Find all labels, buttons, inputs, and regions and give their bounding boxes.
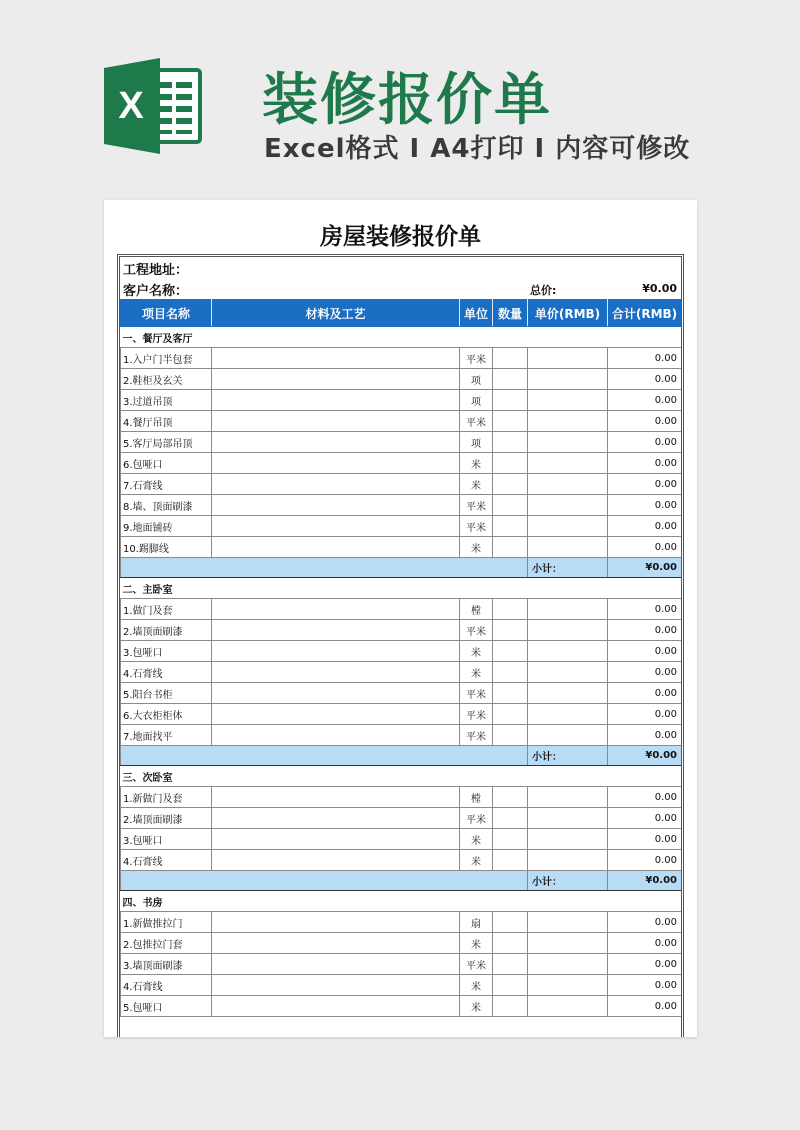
unit-price-cell[interactable] <box>528 683 608 704</box>
table-body <box>121 327 682 1017</box>
quantity-cell[interactable] <box>493 641 528 662</box>
unit-cell[interactable]: 项 <box>460 432 493 453</box>
subtotal-label: 小计： <box>528 746 608 766</box>
total-cell: 0.00 <box>608 516 682 537</box>
total-cell: 0.00 <box>608 495 682 516</box>
material-cell[interactable] <box>212 933 460 954</box>
table-row <box>121 829 682 850</box>
material-cell[interactable] <box>212 432 460 453</box>
subtotal-value: ¥0.00 <box>608 558 682 578</box>
material-cell[interactable] <box>212 495 460 516</box>
quantity-cell[interactable] <box>493 369 528 390</box>
material-cell[interactable] <box>212 599 460 620</box>
total-cell: 0.00 <box>608 787 682 808</box>
material-cell[interactable] <box>212 348 460 369</box>
address-row <box>120 257 681 278</box>
unit-price-cell[interactable] <box>528 704 608 725</box>
total-cell: 0.00 <box>608 390 682 411</box>
total-cell: 0.00 <box>608 369 682 390</box>
material-cell[interactable] <box>212 620 460 641</box>
col-header-material: 材料及工艺 <box>212 300 460 327</box>
material-cell[interactable] <box>212 683 460 704</box>
unit-cell[interactable]: 米 <box>460 975 493 996</box>
total-price-value: ¥0.00 <box>642 282 677 295</box>
table-row <box>121 996 682 1017</box>
item-name-cell[interactable]: 3.过道吊顶 <box>121 390 212 411</box>
item-name-cell[interactable]: 1.做门及套 <box>121 599 212 620</box>
col-header-quantity: 数量 <box>493 300 528 327</box>
table-row <box>121 725 682 746</box>
material-cell[interactable] <box>212 662 460 683</box>
subtotal-label: 小计： <box>528 871 608 891</box>
quantity-cell[interactable] <box>493 662 528 683</box>
quote-sheet <box>117 254 684 1037</box>
table-row <box>121 933 682 954</box>
unit-cell[interactable]: 米 <box>460 933 493 954</box>
table-row <box>121 662 682 683</box>
section-title: 二、主卧室 <box>121 578 682 599</box>
unit-price-cell[interactable] <box>528 453 608 474</box>
unit-price-cell[interactable] <box>528 912 608 933</box>
quantity-cell[interactable] <box>493 453 528 474</box>
total-cell: 0.00 <box>608 808 682 829</box>
table-header-row <box>121 300 682 327</box>
item-name-cell[interactable]: 4.石膏线 <box>121 850 212 871</box>
quantity-cell[interactable] <box>493 704 528 725</box>
unit-cell[interactable]: 平米 <box>460 348 493 369</box>
material-cell[interactable] <box>212 474 460 495</box>
item-name-cell[interactable]: 2.鞋柜及玄关 <box>121 369 212 390</box>
item-name-cell[interactable]: 1.新做门及套 <box>121 787 212 808</box>
unit-cell[interactable]: 米 <box>460 662 493 683</box>
unit-cell[interactable]: 樘 <box>460 787 493 808</box>
table-row <box>121 641 682 662</box>
unit-cell[interactable]: 平米 <box>460 495 493 516</box>
section-row <box>121 578 682 599</box>
unit-price-cell[interactable] <box>528 829 608 850</box>
item-name-cell[interactable]: 4.石膏线 <box>121 975 212 996</box>
quantity-cell[interactable] <box>493 432 528 453</box>
total-cell: 0.00 <box>608 599 682 620</box>
material-cell[interactable] <box>212 411 460 432</box>
unit-cell[interactable]: 平米 <box>460 516 493 537</box>
material-cell[interactable] <box>212 725 460 746</box>
col-header-unit: 单位 <box>460 300 493 327</box>
table-row <box>121 390 682 411</box>
total-cell: 0.00 <box>608 474 682 495</box>
unit-price-cell[interactable] <box>528 474 608 495</box>
quantity-cell[interactable] <box>493 912 528 933</box>
item-name-cell[interactable]: 8.墙、顶面刷漆 <box>121 495 212 516</box>
material-cell[interactable] <box>212 369 460 390</box>
item-name-cell[interactable]: 10.踢脚线 <box>121 537 212 558</box>
material-cell[interactable] <box>212 641 460 662</box>
unit-price-cell[interactable] <box>528 495 608 516</box>
quantity-cell[interactable] <box>493 954 528 975</box>
address-label: 工程地址： <box>123 263 189 278</box>
table-row <box>121 411 682 432</box>
table-row <box>121 474 682 495</box>
item-name-cell[interactable]: 7.地面找平 <box>121 725 212 746</box>
unit-price-cell[interactable] <box>528 537 608 558</box>
subtotal-spacer <box>121 746 528 766</box>
unit-price-cell[interactable] <box>528 411 608 432</box>
subtotal-row <box>121 558 682 578</box>
total-cell: 0.00 <box>608 704 682 725</box>
quantity-cell[interactable] <box>493 537 528 558</box>
table-row <box>121 683 682 704</box>
item-name-cell[interactable]: 4.餐厅吊顶 <box>121 411 212 432</box>
subtotal-spacer <box>121 871 528 891</box>
total-cell: 0.00 <box>608 432 682 453</box>
total-cell: 0.00 <box>608 975 682 996</box>
col-header-unit-price: 单价(RMB) <box>528 300 608 327</box>
excel-logo-letter: X <box>118 85 144 127</box>
item-name-cell[interactable]: 3.包哑口 <box>121 829 212 850</box>
subtotal-row <box>121 746 682 766</box>
material-cell[interactable] <box>212 975 460 996</box>
client-label: 客户名称： <box>123 284 189 299</box>
unit-cell[interactable]: 樘 <box>460 599 493 620</box>
unit-price-cell[interactable] <box>528 996 608 1017</box>
document-title: 房屋装修报价单 <box>320 224 481 250</box>
unit-price-cell[interactable] <box>528 787 608 808</box>
item-name-cell[interactable]: 4.石膏线 <box>121 662 212 683</box>
table-row <box>121 954 682 975</box>
material-cell[interactable] <box>212 537 460 558</box>
unit-price-cell[interactable] <box>528 954 608 975</box>
unit-price-cell[interactable] <box>528 369 608 390</box>
unit-cell[interactable]: 米 <box>460 996 493 1017</box>
unit-cell[interactable]: 米 <box>460 537 493 558</box>
item-name-cell[interactable]: 9.地面铺砖 <box>121 516 212 537</box>
unit-cell[interactable]: 平米 <box>460 704 493 725</box>
unit-price-cell[interactable] <box>528 641 608 662</box>
quantity-cell[interactable] <box>493 996 528 1017</box>
unit-price-cell[interactable] <box>528 390 608 411</box>
col-header-total: 合计(RMB) <box>608 300 682 327</box>
unit-cell[interactable]: 平米 <box>460 683 493 704</box>
section-title: 一、餐厅及客厅 <box>121 327 682 348</box>
quantity-cell[interactable] <box>493 725 528 746</box>
total-cell: 0.00 <box>608 996 682 1017</box>
unit-price-cell[interactable] <box>528 516 608 537</box>
unit-cell[interactable]: 平米 <box>460 954 493 975</box>
table-row <box>121 453 682 474</box>
table-row <box>121 495 682 516</box>
item-name-cell[interactable]: 3.包哑口 <box>121 641 212 662</box>
section-row <box>121 891 682 912</box>
unit-cell[interactable]: 项 <box>460 390 493 411</box>
item-name-cell[interactable]: 2.包推拉门套 <box>121 933 212 954</box>
total-cell: 0.00 <box>608 829 682 850</box>
total-cell: 0.00 <box>608 725 682 746</box>
unit-price-cell[interactable] <box>528 348 608 369</box>
page-subtitle: Excel格式 I A4打印 I 内容可修改 <box>264 134 691 164</box>
section-title: 四、书房 <box>121 891 682 912</box>
unit-cell[interactable]: 项 <box>460 369 493 390</box>
item-name-cell[interactable]: 6.包哑口 <box>121 453 212 474</box>
unit-cell[interactable]: 平米 <box>460 411 493 432</box>
section-title: 三、次卧室 <box>121 766 682 787</box>
item-name-cell[interactable]: 2.墙顶面刷漆 <box>121 620 212 641</box>
unit-price-cell[interactable] <box>528 599 608 620</box>
quantity-cell[interactable] <box>493 474 528 495</box>
unit-cell[interactable]: 扇 <box>460 912 493 933</box>
unit-price-cell[interactable] <box>528 933 608 954</box>
total-cell: 0.00 <box>608 912 682 933</box>
item-name-cell[interactable]: 2.墙顶面刷漆 <box>121 808 212 829</box>
subtotal-row <box>121 871 682 891</box>
quantity-cell[interactable] <box>493 975 528 996</box>
item-name-cell[interactable]: 3.墙顶面刷漆 <box>121 954 212 975</box>
item-name-cell[interactable]: 5.阳台书柜 <box>121 683 212 704</box>
item-name-cell[interactable]: 7.石膏线 <box>121 474 212 495</box>
quantity-cell[interactable] <box>493 850 528 871</box>
section-row <box>121 327 682 348</box>
subtotal-value: ¥0.00 <box>608 746 682 766</box>
table-row <box>121 704 682 725</box>
item-name-cell[interactable]: 1.新做推拉门 <box>121 912 212 933</box>
subtotal-spacer <box>121 558 528 578</box>
material-cell[interactable] <box>212 850 460 871</box>
quote-table <box>120 299 682 1017</box>
unit-cell[interactable]: 平米 <box>460 725 493 746</box>
table-row <box>121 787 682 808</box>
table-row <box>121 850 682 871</box>
item-name-cell[interactable]: 5.客厅局部吊顶 <box>121 432 212 453</box>
quantity-cell[interactable] <box>493 390 528 411</box>
section-row <box>121 766 682 787</box>
quantity-cell[interactable] <box>493 933 528 954</box>
total-cell: 0.00 <box>608 954 682 975</box>
total-cell: 0.00 <box>608 453 682 474</box>
table-row <box>121 975 682 996</box>
quantity-cell[interactable] <box>493 787 528 808</box>
material-cell[interactable] <box>212 912 460 933</box>
total-cell: 0.00 <box>608 348 682 369</box>
quantity-cell[interactable] <box>493 411 528 432</box>
item-name-cell[interactable]: 1.入户门半包套 <box>121 348 212 369</box>
unit-cell[interactable]: 米 <box>460 453 493 474</box>
table-row <box>121 516 682 537</box>
unit-cell[interactable]: 米 <box>460 829 493 850</box>
quantity-cell[interactable] <box>493 620 528 641</box>
quantity-cell[interactable] <box>493 516 528 537</box>
subtotal-value: ¥0.00 <box>608 871 682 891</box>
table-row <box>121 599 682 620</box>
total-cell: 0.00 <box>608 662 682 683</box>
table-row <box>121 348 682 369</box>
material-cell[interactable] <box>212 954 460 975</box>
quantity-cell[interactable] <box>493 808 528 829</box>
material-cell[interactable] <box>212 787 460 808</box>
item-name-cell[interactable]: 6.大衣柜柜体 <box>121 704 212 725</box>
unit-cell[interactable]: 平米 <box>460 620 493 641</box>
unit-price-cell[interactable] <box>528 662 608 683</box>
client-row <box>120 278 681 299</box>
unit-cell[interactable]: 平米 <box>460 808 493 829</box>
material-cell[interactable] <box>212 390 460 411</box>
table-row <box>121 432 682 453</box>
unit-price-cell[interactable] <box>528 432 608 453</box>
quantity-cell[interactable] <box>493 495 528 516</box>
total-cell: 0.00 <box>608 850 682 871</box>
unit-cell[interactable]: 米 <box>460 474 493 495</box>
table-row <box>121 369 682 390</box>
total-cell: 0.00 <box>608 641 682 662</box>
quantity-cell[interactable] <box>493 829 528 850</box>
material-cell[interactable] <box>212 829 460 850</box>
document-page <box>104 200 697 1037</box>
unit-price-cell[interactable] <box>528 620 608 641</box>
material-cell[interactable] <box>212 996 460 1017</box>
unit-price-cell[interactable] <box>528 975 608 996</box>
page-header <box>0 0 800 200</box>
unit-price-cell[interactable] <box>528 725 608 746</box>
material-cell[interactable] <box>212 453 460 474</box>
col-header-item-name: 项目名称 <box>121 300 212 327</box>
total-cell: 0.00 <box>608 933 682 954</box>
table-row <box>121 808 682 829</box>
unit-cell[interactable]: 米 <box>460 850 493 871</box>
unit-price-cell[interactable] <box>528 850 608 871</box>
item-name-cell[interactable]: 5.包哑口 <box>121 996 212 1017</box>
quantity-cell[interactable] <box>493 348 528 369</box>
total-cell: 0.00 <box>608 537 682 558</box>
material-cell[interactable] <box>212 516 460 537</box>
material-cell[interactable] <box>212 704 460 725</box>
table-row <box>121 912 682 933</box>
table-row <box>121 537 682 558</box>
excel-icon <box>104 58 204 154</box>
total-cell: 0.00 <box>608 620 682 641</box>
total-cell: 0.00 <box>608 411 682 432</box>
total-cell: 0.00 <box>608 683 682 704</box>
quantity-cell[interactable] <box>493 599 528 620</box>
material-cell[interactable] <box>212 808 460 829</box>
unit-price-cell[interactable] <box>528 808 608 829</box>
quantity-cell[interactable] <box>493 683 528 704</box>
unit-cell[interactable]: 米 <box>460 641 493 662</box>
subtotal-label: 小计： <box>528 558 608 578</box>
total-price-label: 总价: <box>530 284 557 297</box>
page-title: 装修报价单 <box>262 68 552 133</box>
table-row <box>121 620 682 641</box>
